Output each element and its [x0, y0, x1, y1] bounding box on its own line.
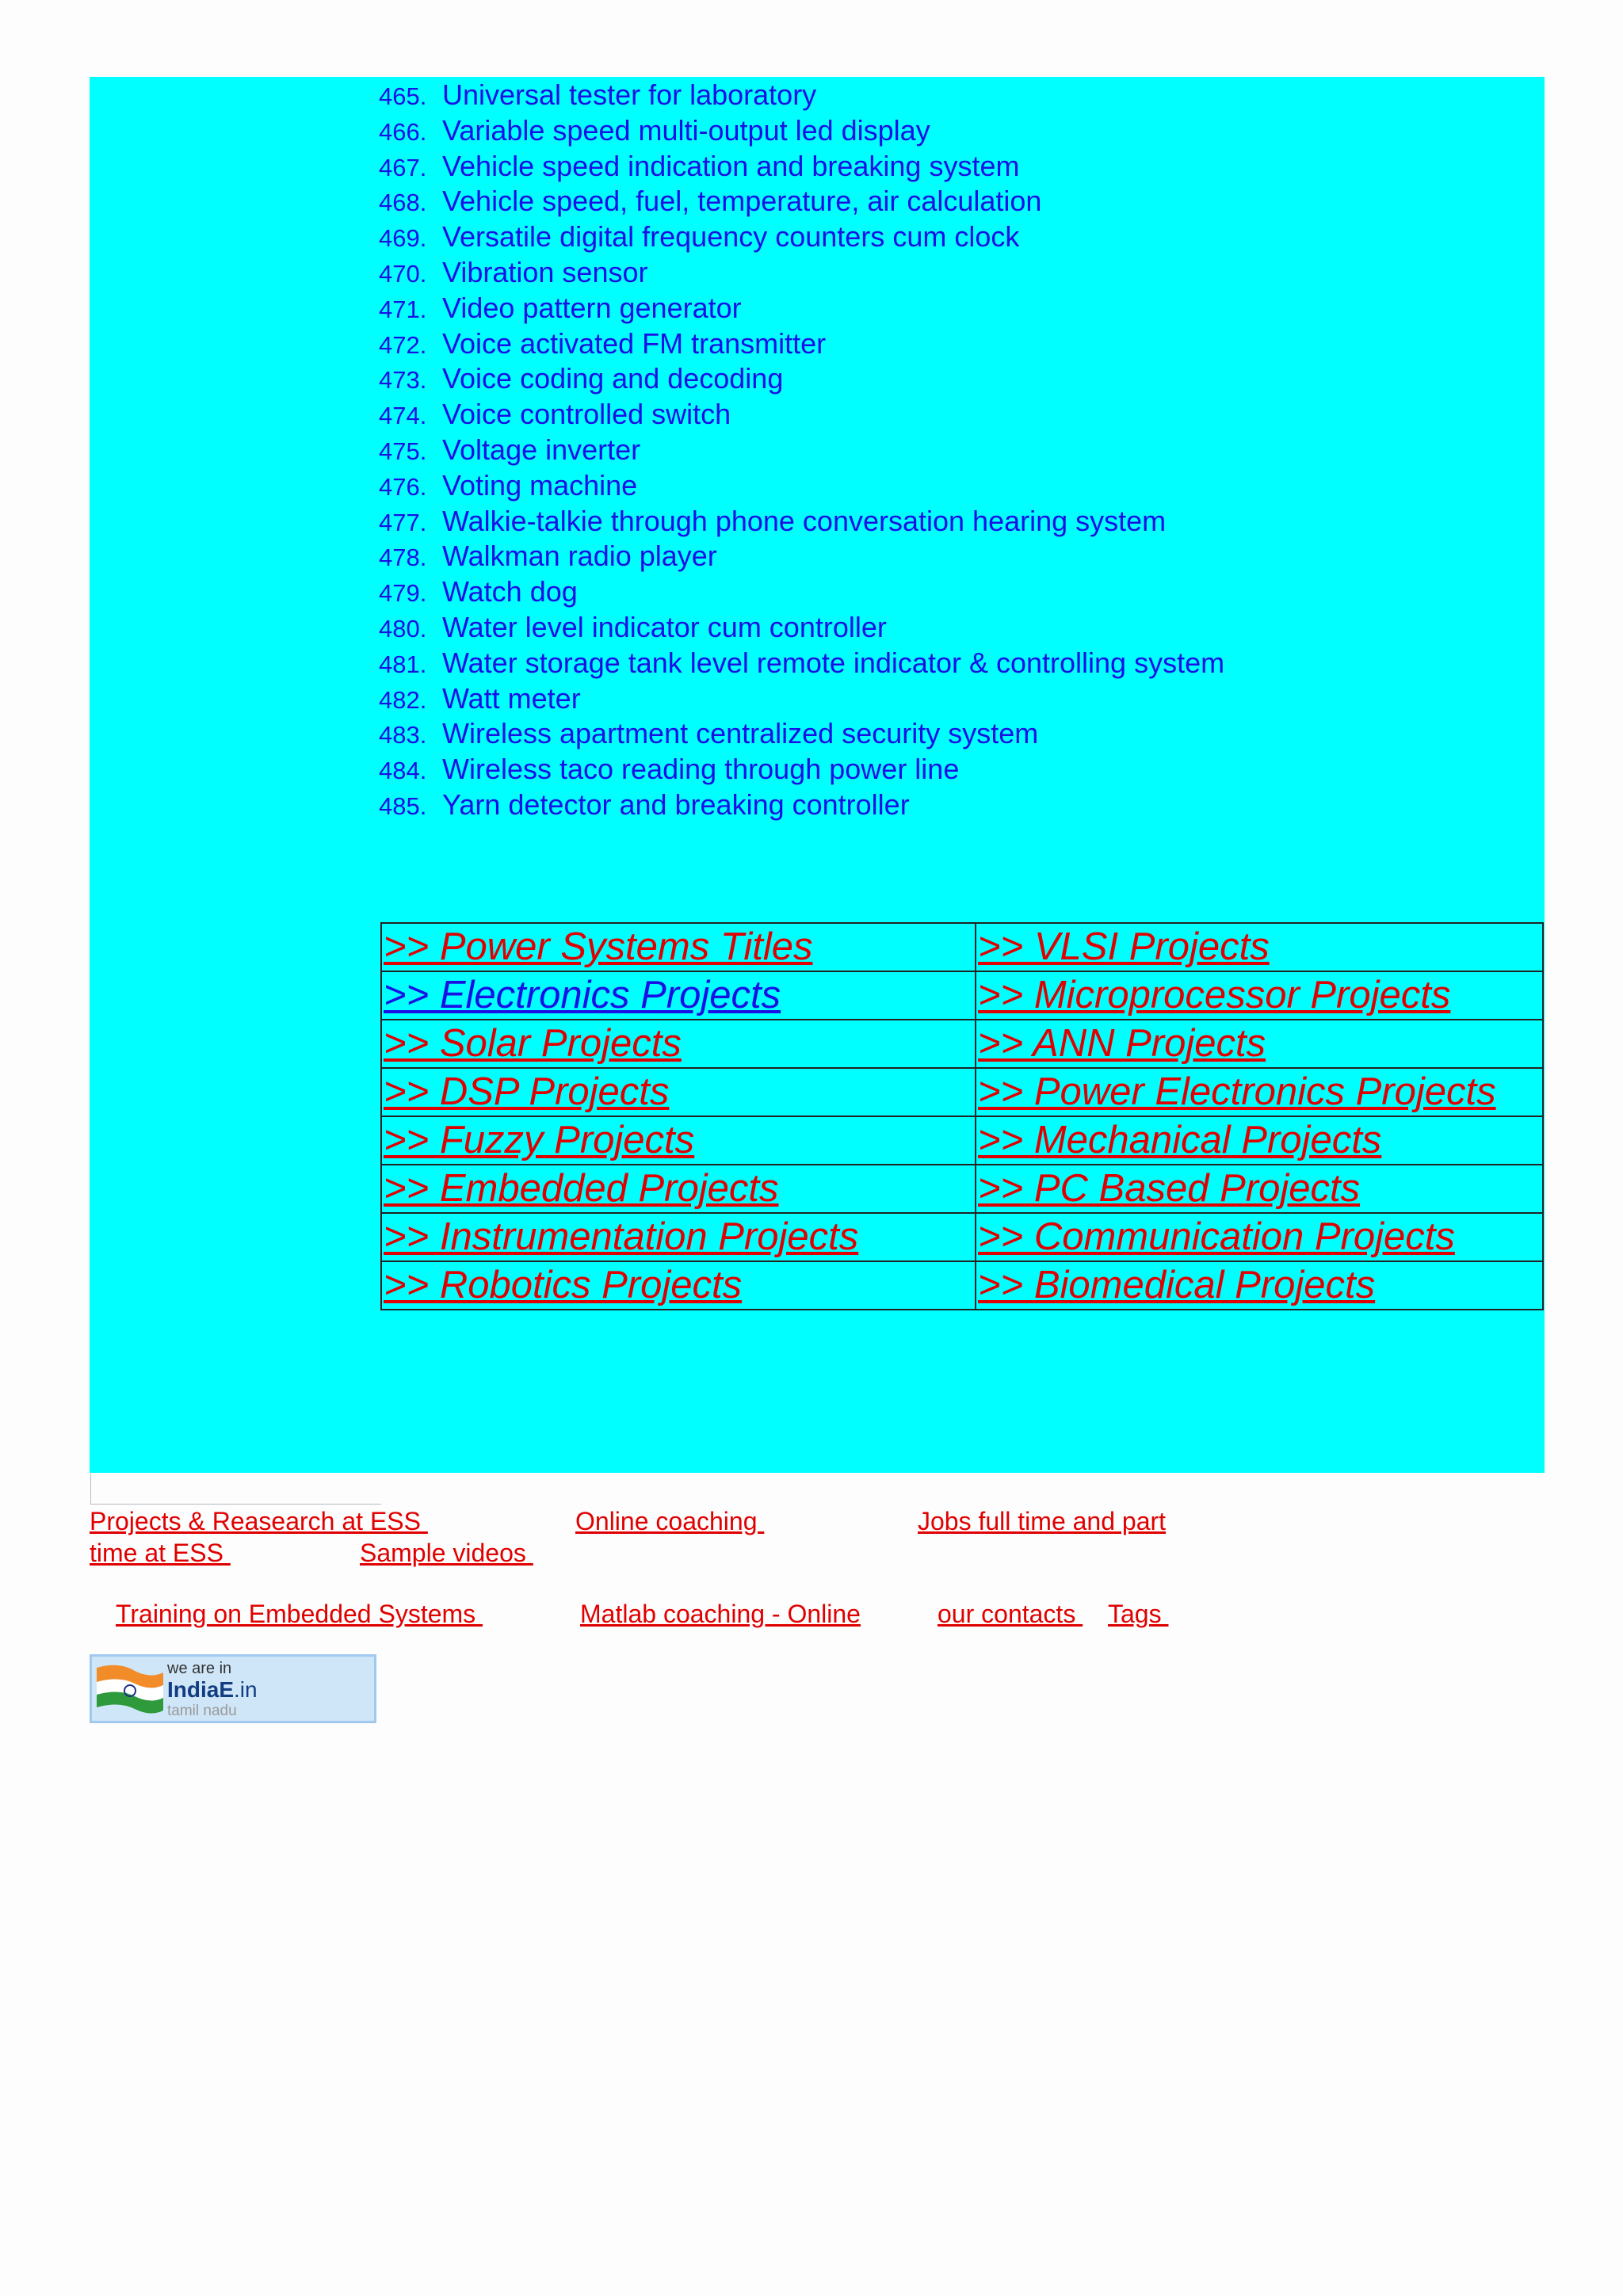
table-row	[381, 1020, 1543, 1068]
list-item	[379, 787, 1224, 822]
table-row	[381, 1116, 1543, 1165]
table-cell	[381, 1116, 976, 1165]
table-cell	[976, 1213, 1543, 1261]
list-item-number: 475.	[379, 437, 427, 465]
table-cell	[976, 1020, 1543, 1068]
list-item-number: 474.	[379, 402, 427, 430]
table-row	[381, 1068, 1543, 1116]
list-item-number: 481.	[379, 650, 427, 678]
our-contacts-link[interactable]: our contacts	[938, 1600, 1083, 1628]
list-item-title: Watt meter	[442, 681, 581, 715]
projects-research-link[interactable]: Projects & Reasearch at ESS	[90, 1507, 428, 1535]
table-row	[381, 923, 1543, 971]
category-link[interactable]: >> PC Based Projects	[978, 1167, 1361, 1210]
category-link[interactable]: >> Mechanical Projects	[978, 1119, 1382, 1161]
badge-brand: IndiaE.in	[167, 1677, 258, 1702]
list-item-number: 476.	[379, 472, 427, 501]
table-cell	[381, 1261, 976, 1310]
footer-divider	[90, 1474, 381, 1505]
category-link[interactable]: >> Robotics Projects	[384, 1264, 743, 1306]
table-cell	[381, 971, 976, 1020]
category-link[interactable]: >> Communication Projects	[978, 1215, 1455, 1258]
table-row	[381, 1261, 1543, 1310]
list-item-title: Yarn detector and breaking controller	[442, 788, 910, 821]
list-item	[379, 574, 1224, 609]
badge-location: tamil nadu	[167, 1703, 237, 1719]
list-item	[379, 396, 1224, 432]
list-item	[379, 715, 1224, 751]
list-item-number: 467.	[379, 153, 427, 181]
list-item-title: Walkie-talkie through phone conversation hearing system	[442, 504, 1167, 537]
table-cell	[976, 1116, 1543, 1165]
table-cell	[381, 1020, 976, 1068]
list-item	[379, 148, 1224, 184]
list-item-number: 485.	[379, 791, 427, 820]
list-item-number: 477.	[379, 508, 427, 536]
list-item-number: 466.	[379, 117, 427, 146]
table-cell	[976, 923, 1543, 971]
list-item-number: 470.	[379, 259, 427, 288]
list-item-number: 469.	[379, 224, 427, 253]
category-link[interactable]: >> ANN Projects	[978, 1022, 1266, 1065]
list-item	[379, 538, 1224, 574]
table-row	[381, 971, 1543, 1020]
category-link[interactable]: >> DSP Projects	[384, 1070, 670, 1113]
project-list	[379, 77, 1224, 822]
list-item	[379, 503, 1224, 539]
list-item-number: 480.	[379, 614, 427, 643]
table-cell	[976, 1261, 1543, 1310]
list-item	[379, 432, 1224, 467]
list-item	[379, 254, 1224, 290]
list-item-number: 471.	[379, 295, 427, 323]
indiae-badge[interactable]	[90, 1654, 376, 1723]
list-item	[379, 290, 1224, 326]
list-item	[379, 751, 1224, 787]
table-cell	[381, 1213, 976, 1261]
list-item-title: Variable speed multi-output led display	[442, 113, 930, 147]
list-item	[379, 219, 1224, 254]
list-item-number: 483.	[379, 721, 427, 749]
list-item-title: Vibration sensor	[442, 255, 648, 288]
list-item-title: Voting machine	[442, 468, 638, 502]
table-cell	[381, 1068, 976, 1116]
category-links-table	[380, 922, 1544, 1310]
list-item	[379, 183, 1224, 219]
list-item-title: Wireless apartment centralized security system	[442, 717, 1039, 750]
list-item-title: Voice controlled switch	[442, 398, 731, 431]
badge-line1: we are in	[167, 1660, 232, 1677]
list-item-title: Water storage tank level remote indicator & controlling system	[442, 646, 1225, 679]
list-item-title: Universal tester for laboratory	[442, 78, 817, 111]
sample-videos-link[interactable]: Sample videos	[360, 1539, 533, 1567]
list-item	[379, 77, 1224, 113]
jobs-link-line2[interactable]: time at ESS	[90, 1539, 231, 1567]
table-cell	[381, 923, 976, 971]
category-link[interactable]: >> Power Electronics Projects	[978, 1070, 1496, 1113]
list-item-title: Voltage inverter	[442, 433, 641, 466]
category-link[interactable]: >> Solar Projects	[384, 1022, 682, 1065]
list-item	[379, 609, 1224, 645]
category-link[interactable]: >> Electronics Projects	[384, 974, 781, 1016]
list-item-title: Walkman radio player	[442, 540, 717, 573]
list-item-title: Versatile digital frequency counters cum clock	[442, 220, 1020, 254]
table-row	[381, 1213, 1543, 1261]
table-cell	[976, 1165, 1543, 1213]
online-coaching-link[interactable]: Online coaching	[575, 1507, 765, 1535]
list-item-number: 465.	[379, 82, 427, 110]
category-link[interactable]: >> Instrumentation Projects	[384, 1215, 859, 1258]
category-link[interactable]: >> VLSI Projects	[978, 925, 1270, 968]
tags-link[interactable]: Tags	[1108, 1600, 1169, 1628]
list-item-number: 484.	[379, 757, 427, 785]
jobs-link-line1[interactable]: Jobs full time and part	[918, 1507, 1167, 1535]
table-cell	[381, 1165, 976, 1213]
list-item-number: 473.	[379, 366, 427, 395]
list-item-title: Voice coding and decoding	[442, 362, 784, 395]
category-link[interactable]: >> Power Systems Titles	[384, 925, 813, 968]
list-item-number: 478.	[379, 543, 427, 572]
list-item	[379, 467, 1224, 503]
india-flag-icon	[95, 1661, 165, 1720]
category-link[interactable]: >> Microprocessor Projects	[978, 974, 1451, 1016]
list-item-title: Vehicle speed indication and breaking system	[442, 149, 1020, 182]
list-item-number: 472.	[379, 330, 427, 359]
list-item	[379, 360, 1224, 396]
table-cell	[976, 1068, 1543, 1116]
list-item-title: Water level indicator cum controller	[442, 610, 887, 643]
category-link[interactable]: >> Fuzzy Projects	[384, 1119, 695, 1161]
list-item-title: Vehicle speed, fuel, temperature, air calculation	[442, 185, 1042, 218]
list-item	[379, 681, 1224, 716]
matlab-coaching-link[interactable]: Matlab coaching - Online	[580, 1600, 861, 1628]
list-item	[379, 326, 1224, 361]
list-item-title: Voice activated FM transmitter	[442, 326, 827, 360]
list-item-number: 468.	[379, 189, 427, 217]
category-link[interactable]: >> Embedded Projects	[384, 1167, 779, 1210]
list-item	[379, 113, 1224, 148]
table-row	[381, 1165, 1543, 1213]
list-item-title: Wireless taco reading through power line	[442, 753, 960, 786]
list-item-number: 482.	[379, 685, 427, 714]
list-item	[379, 645, 1224, 681]
list-item-title: Watch dog	[442, 575, 578, 608]
training-embedded-link[interactable]: Training on Embedded Systems	[116, 1600, 483, 1628]
category-link[interactable]: >> Biomedical Projects	[978, 1264, 1376, 1306]
list-item-number: 479.	[379, 579, 427, 608]
list-item-title: Video pattern generator	[442, 291, 742, 324]
table-cell	[976, 971, 1543, 1020]
